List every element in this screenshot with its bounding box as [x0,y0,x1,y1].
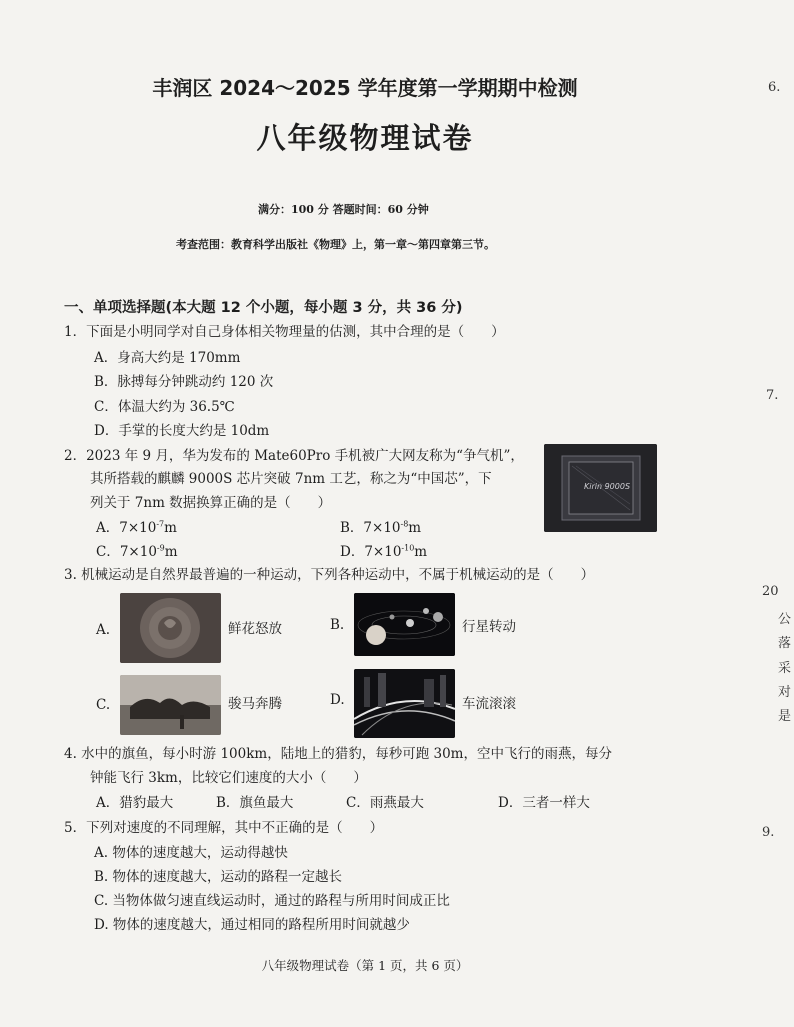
margin-fragment: 采 [778,661,792,676]
exam-title: 丰润区 2024～2025 学年度第一学期期中检测 [152,76,578,100]
q3-option-a-letter: A. [96,622,111,638]
q5-option-b: B. 物体的速度越大，运动的路程一定越长 [94,869,343,885]
page-footer: 八年级物理试卷（第 1 页，共 6 页） [261,958,469,973]
flower-illustration [120,593,221,663]
q4-option-d: D．三者一样大 [498,795,590,811]
question-2-line1: 2．2023 年 9 月，华为发布的 Mate60Pro 手机被广大网友称为“争气机”， [64,448,524,464]
q3-option-a-label: 鲜花怒放 [228,621,282,637]
q4-option-a: A．猎豹最大 [96,795,174,811]
exam-subtitle: 八年级物理试卷 [256,121,474,155]
q5-option-c: C. 当物体做匀速直线运动时，通过的路程与所用时间成正比 [94,893,450,909]
question-2-line3: 列关于 7nm 数据换算正确的是（ ） [90,495,332,511]
q3-option-b-letter: B. [330,617,345,633]
traffic-photo [354,669,455,738]
q4-option-b: B．旗鱼最大 [216,795,294,811]
margin-fragment: 9. [762,825,775,840]
planets-photo [354,593,455,656]
q2-option-a: A．$7\times 10^{-7}m$ [96,519,177,536]
q5-option-a: A. 物体的速度越大，运动得越快 [94,845,288,861]
margin-fragment: 公 [778,612,792,627]
q2-option-d: D．$7\times 10^{-10}m$ [340,543,428,560]
question-4-line2: 钟能飞行 3km，比较它们速度的大小（ ） [90,770,367,786]
q3-option-d-label: 车流滚滚 [462,696,516,712]
question-1-stem: 1．下面是小明同学对自己身体相关物理量的估测，其中合理的是（ ） [64,324,505,340]
q2-option-c: C．$7\times 10^{-9}m$ [96,543,178,560]
q2-option-b: B．$7\times 10^{-8}m$ [340,519,422,536]
question-2-line2: 其所搭载的麒麟 9000S 芯片突破 7nm 工艺，称之为“中国芯”，下 [90,471,492,487]
margin-fragment: 是 [778,709,792,724]
q3-option-c-letter: C. [96,697,111,713]
question-4-line1: 4. 水中的旗鱼，每小时游 100km，陆地上的猎豹，每秒可跑 30m，空中飞行的雨燕，每分 [64,746,612,762]
horses-photo [120,675,221,735]
q3-option-d-letter: D. [330,692,345,708]
q1-option-b: B．脉搏每分钟跳动约 120 次 [94,374,274,390]
horses-illustration [120,675,221,735]
chip-photo [544,444,657,532]
q3-option-c-label: 骏马奔腾 [228,696,282,712]
q1-option-c: C．体温大约为 36.5℃ [94,399,235,415]
q1-option-a: A．身高大约是 170mm [94,350,241,366]
question-3-stem: 3. 机械运动是自然界最普遍的一种运动，下列各种运动中，不属于机械运动的是（ ） [64,567,595,583]
q4-option-c: C．雨燕最大 [346,795,424,811]
q5-option-d: D. 物体的速度越大，通过相同的路程所用时间就越少 [94,917,410,933]
margin-fragment: 7. [766,388,779,403]
margin-fragment: 6. [768,80,781,95]
score-time-info: 满分：100 分 答题时间：60 分钟 [258,203,429,216]
exam-scope: 考查范围：教育科学出版社《物理》上，第一章～第四章第三节。 [176,238,495,251]
margin-fragment: 20 [762,584,779,599]
q1-option-d: D．手掌的长度大约是 10dm [94,423,270,439]
question-5-stem: 5．下列对速度的不同理解，其中不正确的是（ ） [64,820,384,836]
q3-option-b-label: 行星转动 [462,619,516,635]
section-title: 一、单项选择题(本大题 12 个小题，每小题 3 分，共 36 分) [64,300,463,316]
margin-fragment: 对 [778,685,792,700]
planets-illustration [354,593,455,656]
traffic-illustration [354,669,455,738]
margin-fragment: 落 [778,636,792,651]
flower-photo [120,593,221,663]
chip-label: Kirin 9000S [584,482,631,491]
